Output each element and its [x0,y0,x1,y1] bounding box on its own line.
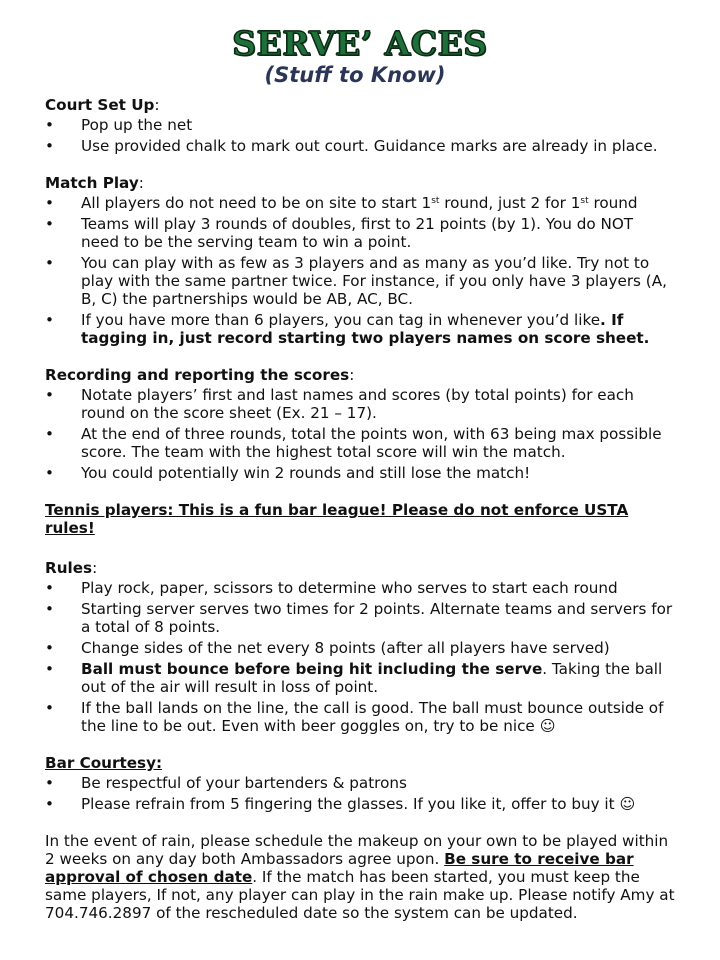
section-rules [45,559,675,735]
section-recording [45,366,675,482]
bullet-icon: • [45,774,54,792]
section-heading: Match Play: [45,174,144,192]
list-item: • Play rock, paper, scissors to determine who serves to start each round [45,579,618,597]
bullet-icon: • [45,699,54,717]
bullet-list [45,386,675,482]
section-heading: Rules: [45,559,98,577]
bullet-list [45,774,675,813]
rain-policy-paragraph: In the event of rain, please schedule the makeup on your own to be played within 2 weeks on any day both Ambassadors agree upon. Be sure to receive bar approval of chosen date. If the match has been started, you must keep the same players, If not, any player can play in the rain make up. Please notify Amy at 704.746.2897 of the rescheduled date so the system can be updated. [45,832,675,922]
bullet-icon: • [45,254,54,272]
list-item: • Pop up the net [45,116,193,134]
bullet-icon: • [45,464,54,482]
bullet-icon: • [45,137,54,155]
list-item: • Use provided chalk to mark out court. Guidance marks are already in place. [45,137,658,155]
list-item: • Notate players’ first and last names and scores (by total points) for each round on the score sheet (Ex. 21 – 17). [45,386,634,422]
bullet-icon: • [45,194,54,212]
list-item: • Starting server serves two times for 2 points. Alternate teams and servers for a total of 8 points. [45,600,673,636]
section-bar-courtesy [45,754,675,813]
bullet-list [45,194,675,347]
section-match-play [45,174,675,347]
section-heading: Court Set Up: [45,96,160,114]
list-item: • You could potentially win 2 rounds and still lose the match! [45,464,531,482]
bullet-icon: • [45,639,54,657]
page-title: SERVE’ ACES [232,24,488,63]
list-item: • Teams will play 3 rounds of doubles, first to 21 points (by 1). You do NOT need to be the serving team to win a point. [45,215,634,251]
bullet-icon: • [45,795,54,813]
bullet-icon: • [45,579,54,597]
page-subtitle: (Stuff to Know) [264,63,446,87]
list-item: • All players do not need to be on site to start 1st round, just 2 for 1st round [45,194,638,212]
bullet-list [45,579,675,735]
list-item: • Ball must bounce before being hit including the serve. Taking the ball out of the air will result in loss of point. [45,660,663,696]
tennis-notice: Tennis players: This is a fun bar league! Please do not enforce USTA rules! [45,501,629,537]
list-item: • Please refrain from 5 fingering the glasses. If you like it, offer to buy it ☺ [45,795,636,813]
bullet-icon: • [45,116,54,134]
bullet-icon: • [45,311,54,329]
list-item: • If the ball lands on the line, the call is good. The ball must bounce outside of the line to be out. Even with beer goggles on, try to be nice ☺ [45,699,664,735]
bullet-icon: • [45,386,54,404]
list-item: • If you have more than 6 players, you can tag in whenever you’d like. If tagging in, just record starting two players names on score sheet. [45,311,650,347]
list-item: • You can play with as few as 3 players and as many as you’d like. Try not to play with the same partner twice. For instance, if you only have 3 players (A, B, C) the partnerships would be AB, AC, BC. [45,254,667,308]
bullet-icon: • [45,215,54,233]
section-heading: Bar Courtesy: [45,754,163,772]
list-item: • At the end of three rounds, total the points won, with 63 being max possible score. The team with the highest total score will win the match. [45,425,662,461]
bullet-list [45,116,675,155]
list-item: • Be respectful of your bartenders & patrons [45,774,407,792]
document-body [45,96,675,922]
section-heading: Recording and reporting the scores: [45,366,355,384]
section-court-setup [45,96,675,155]
bullet-icon: • [45,660,54,678]
bullet-icon: • [45,600,54,618]
bullet-icon: • [45,425,54,443]
list-item: • Change sides of the net every 8 points (after all players have served) [45,639,610,657]
